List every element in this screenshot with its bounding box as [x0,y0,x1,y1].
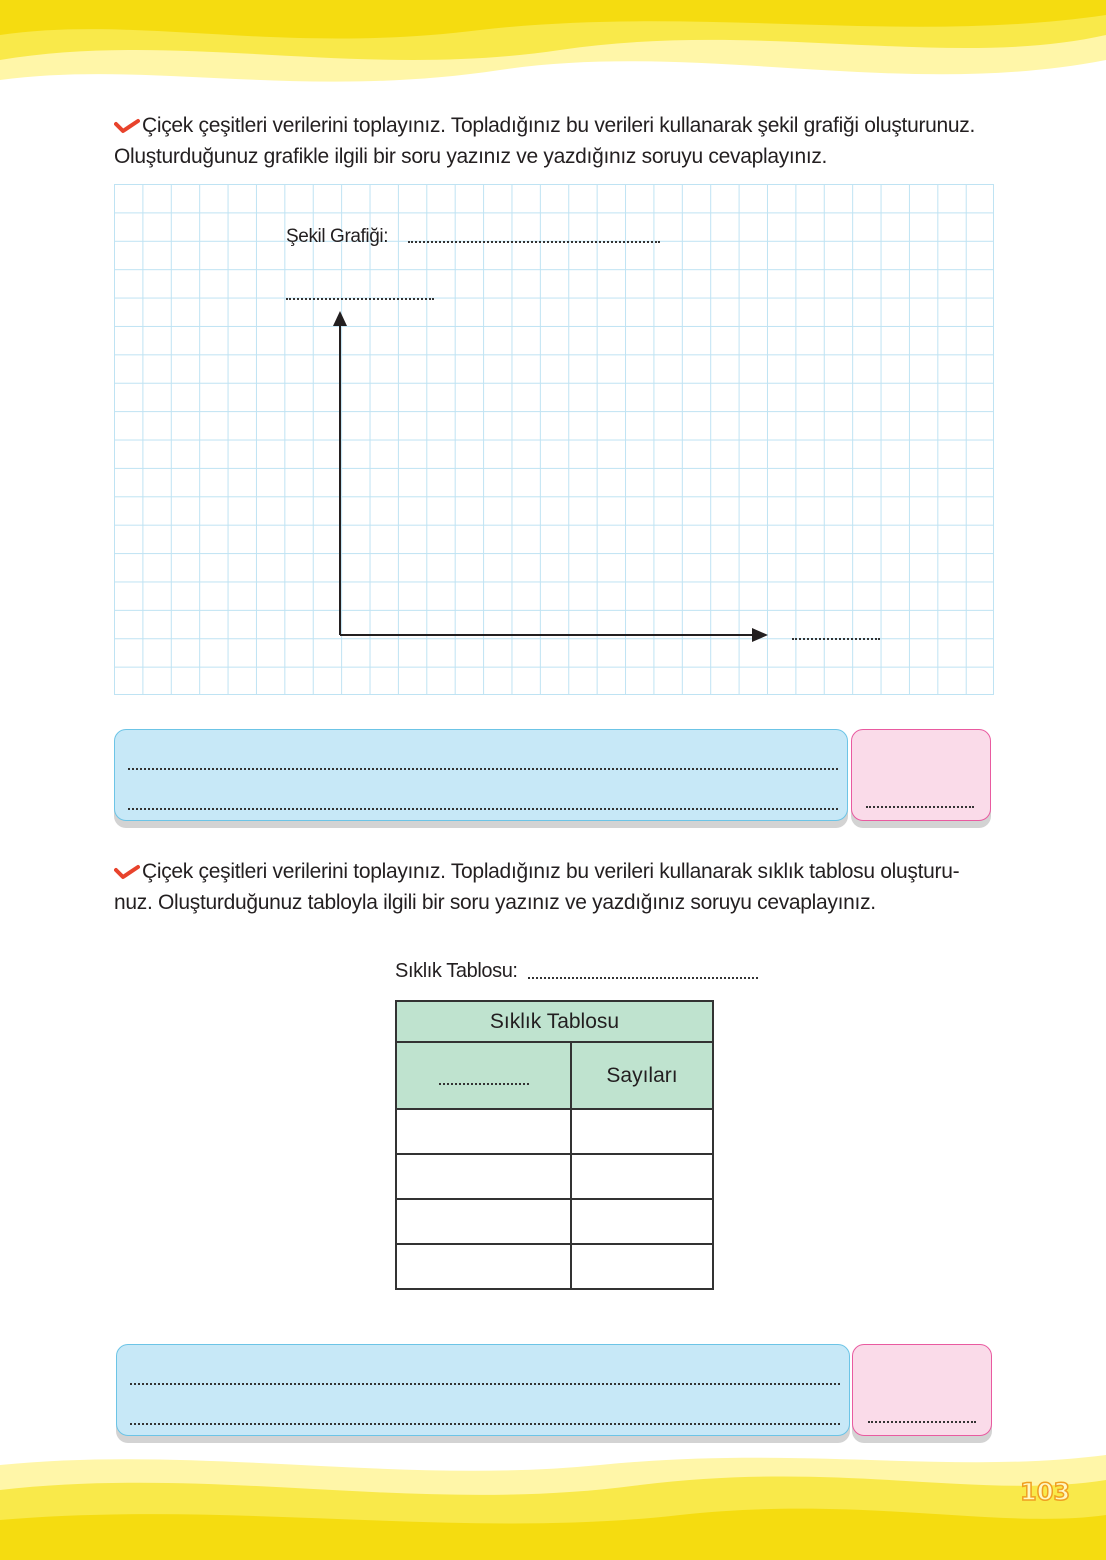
table-cell[interactable] [396,1154,571,1199]
column-1-header[interactable] [396,1042,571,1109]
column-2-header: Sayıları [571,1042,713,1109]
table-row [396,1154,713,1199]
chart-title-blank[interactable] [408,241,660,243]
table-cell[interactable] [396,1199,571,1244]
table-column-header-row [396,1042,713,1109]
answer-line-1b[interactable] [128,808,838,810]
answer-line-2b[interactable] [130,1423,840,1425]
bottom-wave-decoration [0,1445,1106,1560]
table-cell[interactable] [571,1154,713,1199]
chart-title-label: Şekil Grafiği: [286,226,389,247]
column-1-header-blank[interactable] [439,1083,529,1085]
check-mark-icon [114,116,140,134]
task1-line1: Çiçek çeşitleri verilerini toplayınız. Topladığınız bu verileri kullanarak şekil grafiği oluşturunuz. [142,114,976,137]
table-cell[interactable] [571,1109,713,1154]
table-cell[interactable] [396,1109,571,1154]
table-title-label: Sıklık Tablosu: [395,960,518,982]
result-line-2[interactable] [868,1421,976,1423]
task2-instruction [114,856,1004,918]
top-wave-decoration [0,0,1106,110]
table-row [396,1199,713,1244]
table-cell[interactable] [571,1244,713,1289]
graph-axes [320,305,780,650]
y-axis-label-blank[interactable] [286,298,434,300]
table-header-row [396,1001,713,1042]
check-mark-icon [114,862,140,880]
table-cell[interactable] [571,1199,713,1244]
arrow-right-icon [752,628,768,642]
frequency-table [395,1000,714,1290]
task2-line1: Çiçek çeşitleri verilerini toplayınız. Topladığınız bu verileri kullanarak sıklık tablosu oluşturu- [142,860,960,883]
table-header: Sıklık Tablosu [396,1001,713,1042]
answer-line-1a[interactable] [128,768,838,770]
answer-line-2a[interactable] [130,1383,840,1385]
page-number: 103 [1020,1478,1071,1506]
task2-line2: nuz. Oluşturduğunuz tabloyla ilgili bir soru yazınız ve yazdığınız soruyu cevaplayınız. [114,891,876,914]
table-title-blank[interactable] [528,977,758,979]
result-line-1[interactable] [866,806,974,808]
task1-line2: Oluşturduğunuz grafikle ilgili bir soru yazınız ve yazdığınız soruyu cevaplayınız. [114,145,828,168]
x-axis-label-blank[interactable] [792,638,880,640]
table-row [396,1244,713,1289]
arrow-up-icon [333,311,347,326]
task1-instruction [114,110,1004,172]
table-row [396,1109,713,1154]
table-cell[interactable] [396,1244,571,1289]
